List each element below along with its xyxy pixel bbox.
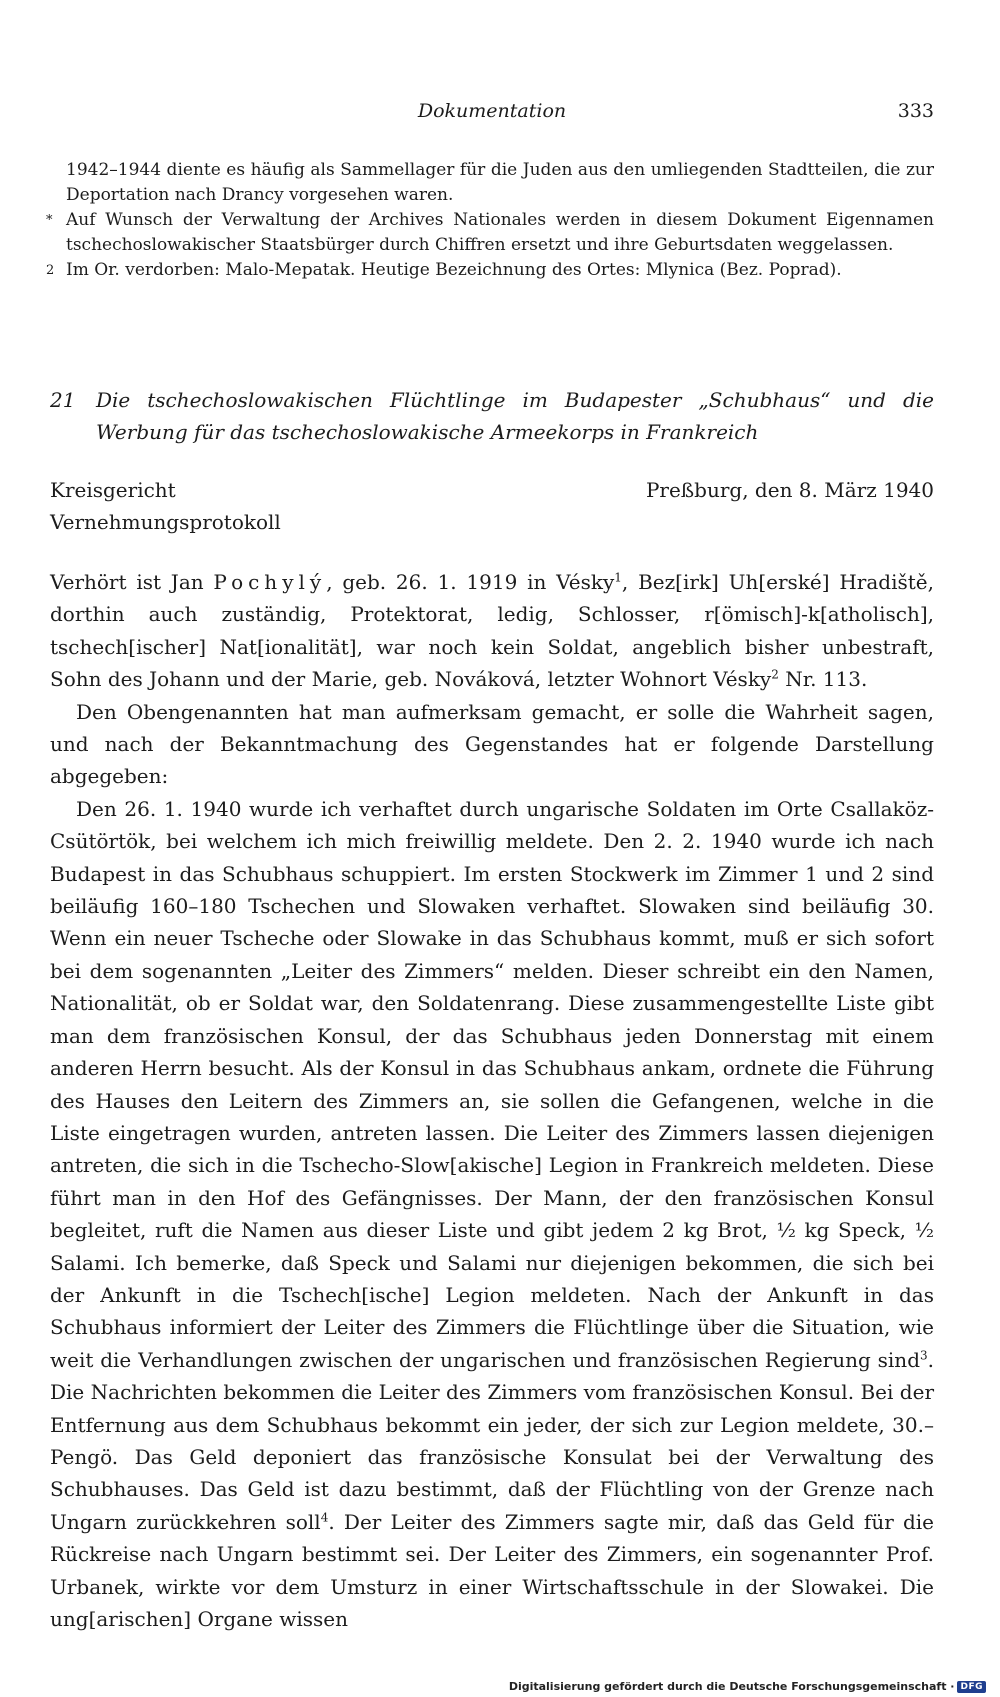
text-run: Verhört ist Jan — [50, 570, 214, 594]
text-run: Nr. 113. — [778, 667, 868, 692]
text-run: , Bez[irk] Uh[erské] Hradiště, dorthin auch zuständig, Protektorat, ledig, Schlosser, r[ömisch]-k[atholisch], tschech[ischer] Nat[ionalität], war noch kein Soldat, angeblich bisher unbestraft, Sohn des Johann und der Marie, geb. Nováková, letzter Wohnort Vésky — [50, 570, 934, 692]
running-title: Dokumentation — [417, 100, 567, 122]
authority: Kreisgericht — [50, 478, 176, 502]
footnote — [46, 258, 934, 283]
text-run: , geb. 26. 1. 1919 in Vésky — [326, 570, 615, 594]
document-number: 21 — [50, 388, 76, 412]
paragraph: Den Obengenannten hat man aufmerksam gemacht, er solle die Wahrheit sagen, und nach der Bekanntmachung des Gegenstandes hat er folgende Darstellung abgegeben: — [50, 699, 934, 789]
issuer-block — [50, 474, 281, 538]
footnote-text: Auf Wunsch der Verwaltung der Archives Nationales werden in diesem Dokument Eigennamen tschechoslowakischer Staatsbürger durch Chiffren ersetzt und ihre Geburtsdaten weggelassen. — [66, 210, 934, 255]
text-run: . Die Nachrichten bekommen die Leiter des Zimmers vom französischen Konsul. Bei der Entfernung aus dem Schubhaus bekommt ein jeder, der sich zur Legion meldete, 30.– Pengö. Das Geld deponiert das französische Konsulat bei der Verwaltung des Schubhauses. Das Geld ist dazu bestimmt, daß der Flüchtling von der Grenze nach Ungarn zurückkehren soll — [50, 1347, 934, 1534]
text-run: . Der Leiter des Zimmers sagte mir, daß das Geld für die Rückreise nach Ungarn bestimmt sei. Der Leiter des Zimmers, ein sogenannter Prof. Urbanek, wirkte vor dem Umsturz in einer Wirtschaftsschule in der Slowakei. Die ung[arischen] Organe wissen — [50, 1509, 934, 1631]
document-title: Die tschechoslowakischen Flüchtlinge im Budapester „Schubhaus“ und die Werbung für das tschechoslowakische Armeekorps in Frankreich — [96, 388, 934, 444]
protocol-body — [50, 566, 934, 1635]
footnote-mark: * — [46, 213, 53, 228]
footnote-mark: 2 — [46, 263, 55, 278]
footnotes-section — [46, 158, 934, 283]
person-name: Pochylý — [213, 570, 327, 594]
running-header — [50, 96, 934, 126]
paragraph — [50, 566, 934, 696]
document-page — [46, 0, 934, 1697]
footnote — [66, 158, 934, 208]
place-date: Preßburg, den 8. März 1940 — [645, 478, 934, 502]
footnote-ref: 1 — [614, 570, 622, 585]
text-run: Den 26. 1. 1940 wurde ich verhaftet durch ungarische Soldaten im Orte Csallaköz-Csütörtök, bei welchem ich mich freiwillig meldete. Den 2. 2. 1940 wurde ich nach Budapest in das Schubhaus schuppiert. Im ersten Stockwerk im Zimmer 1 und 2 sind beiläufig 160–180 Tschechen und Slowaken verhaftet. Slowaken sind beiläufig 30. Wenn ein neuer Tscheche oder Slowake in das Schubhaus kommt, muß er sich sofort bei dem sogenannten „Leiter des Zimmers“ melden. Dieser schreibt ein den Namen, Nationalität, ob er Soldat war, den Soldatenrang. Diese zusammengestellte Liste gibt man dem französischen Konsul, der das Schubhaus jeden Donnerstag mit einem anderen Herrn besucht. Als der Konsul in das Schubhaus ankam, ordnete die Führung des Hauses den Leitern des Zimmers an, sie sollen die Gefangenen, welche in die Liste eingetragen wurden, antreten lassen. Die Leiter des Zimmers lassen diejenigen antreten, die sich in die Tschecho-Slow[akische] Legion in Frankreich meldeten. Diese führt man in den Hof des Gefängnisses. Der Mann, der den französischen Konsul begleitet, ruft die Namen aus dieser Liste und gibt jedem 2 kg Brot, ½ kg Speck, ½ Salami. Ich bemerke, daß Speck und Salami nur diejenigen bekommen, die sich bei der Ankunft in die Tschech[ische] Legion meldeten. Nach der Ankunft in das Schubhaus informiert der Leiter des Zimmers die Flüchtlinge über die Situation, wie weit die Verhandlungen zwischen der ungarischen und französischen Regierung sind — [50, 796, 934, 1372]
credit-text: Digitalisierung gefördert durch die Deutsche Forschungsgemeinschaft · — [508, 1680, 955, 1693]
document-type: Vernehmungsprotokoll — [50, 510, 281, 534]
footnote-ref: 3 — [920, 1348, 928, 1363]
dfg-logo-icon: DFG — [957, 1681, 986, 1693]
footnote-ref: 2 — [771, 667, 779, 682]
paragraph — [50, 793, 934, 1636]
document-heading — [50, 384, 934, 448]
page-number: 333 — [897, 100, 934, 122]
footnote-text: Im Or. verdorben: Malo-Mepatak. Heutige Bezeichnung des Ortes: Mlynica (Bez. Poprad). — [66, 260, 842, 280]
digitization-credit — [509, 1680, 986, 1693]
footnote — [46, 208, 934, 258]
footnote-ref: 4 — [320, 1510, 329, 1525]
footnote-text: 1942–1944 diente es häufig als Sammellager für die Juden aus den umliegenden Stadtteilen, die zur Deportation nach Drancy vorgesehen waren. — [66, 160, 934, 205]
